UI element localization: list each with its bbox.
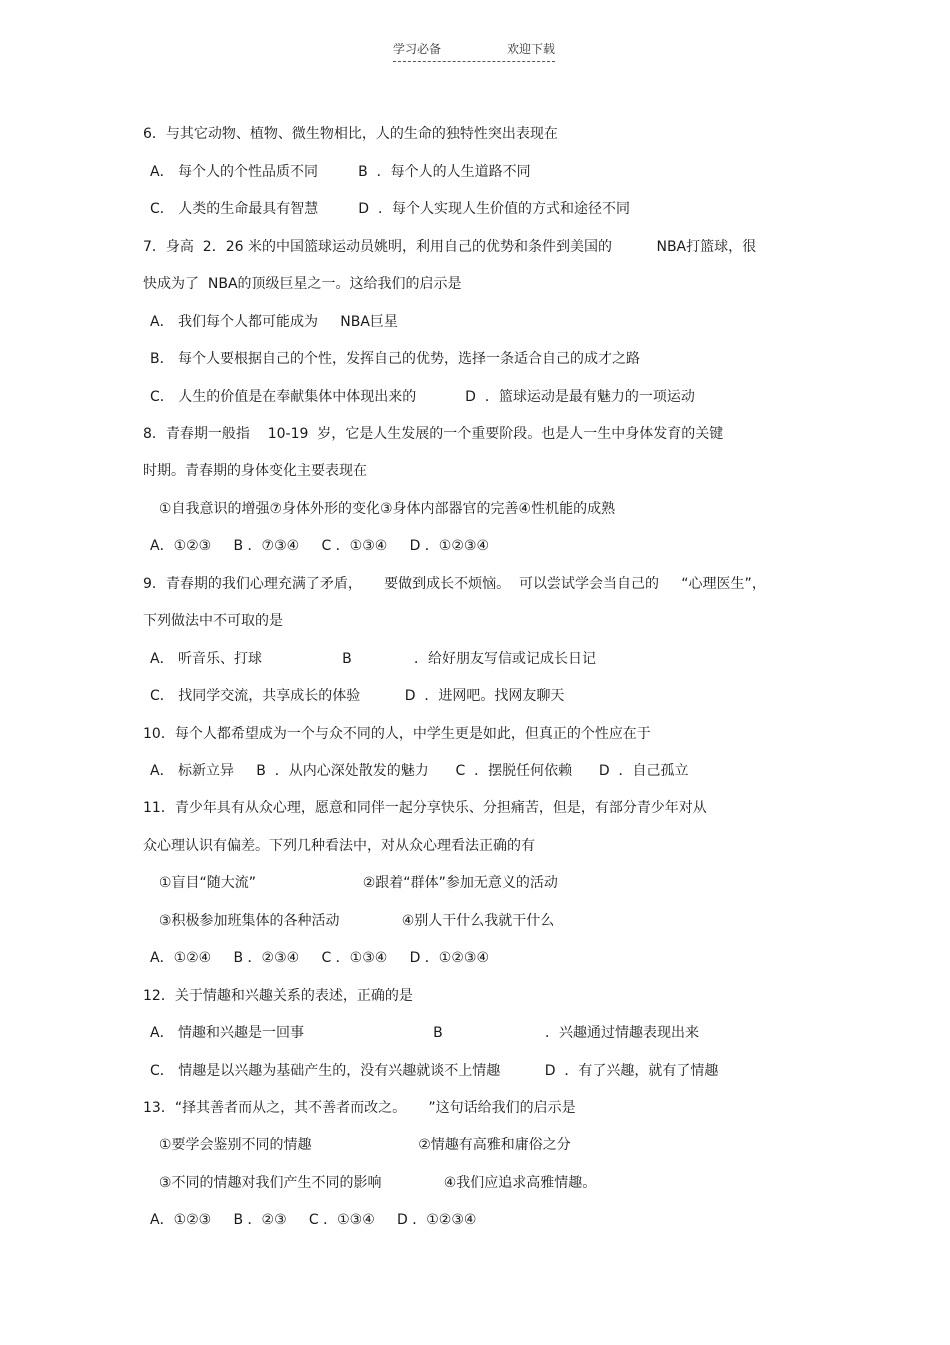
header-left-text: 学习必备 [393,42,442,56]
question-8-stem-line1: 8．青春期一般指 10-19 岁，它是人生发展的一个重要阶段。也是人一生中身体发育的关键 [143,426,724,442]
question-12-stem: 12．关于情趣和兴趣关系的表述，正确的是 [143,988,413,1004]
question-6-stem: 6．与其它动物、植物、微生物相比，人的生命的独特性突出表现在 [143,126,558,142]
question-13-items-12: ①要学会鉴别不同的情趣 ②情趣有高雅和庸俗之分 [150,1137,571,1153]
question-7-options-cd: C． 人生的价值是在奉献集体中体现出来的 D ．篮球运动是最有魅力的一项运动 [150,389,695,405]
question-9-stem-line2: 下列做法中不可取的是 [143,613,283,629]
question-7-stem-line2: 快成为了 NBA的顶级巨星之一。这给我们的启示是 [143,276,462,292]
question-11-stem-line1: 11．青少年具有从众心理，愿意和同伴一起分享快乐、分担痛苦，但是，有部分青少年对从 [143,800,707,816]
question-9-options-cd: C． 找同学交流，共享成长的体验 D ．进网吧。找网友聊天 [150,688,565,704]
question-6-options-cd: C． 人类的生命最具有智慧 D ．每个人实现人生价值的方式和途径不同 [150,201,630,217]
question-10-stem: 10．每个人都希望成为一个与众不同的人，中学生更是如此，但真正的个性应在于 [143,726,651,742]
question-11-stem-line2: 众心理认识有偏差。下列几种看法中，对从众心理看法正确的有 [143,838,535,854]
question-11-items-12: ①盲目“随大流” ②跟着“群体”参加无意义的活动 [150,875,558,891]
question-13-stem: 13．“择其善者而从之，其不善者而改之。 ”这句话给我们的启示是 [143,1100,576,1116]
header-right-text: 欢迎下载 [506,42,555,56]
question-9-stem-line1: 9．青春期的我们心理充满了矛盾， 要做到成长不烦恼。 可以尝试学会当自己的 “心理医生”， [143,576,766,592]
question-11-items-34: ③积极参加班集体的各种活动 ④别人干什么我就干什么 [150,913,555,929]
question-13-items-34: ③不同的情趣对我们产生不同的影响 ④我们应追求高雅情趣。 [150,1175,597,1191]
question-9-options-ab: A． 听音乐、打球 B ．给好朋友写信或记成长日记 [150,651,597,667]
question-7-option-b: B． 每个人要根据自己的个性，发挥自己的优势，选择一条适合自己的成才之路 [150,351,641,367]
question-8-items: ①自我意识的增强⑦身体外形的变化③身体内部器官的完善④性机能的成熟 [150,501,616,517]
page-header [393,40,555,62]
question-7-stem-line1: 7．身高 2．26 米的中国篮球运动员姚明，利用自己的优势和条件到美国的 NBA打篮球，很 [143,239,757,255]
question-12-options-cd: C． 情趣是以兴趣为基础产生的，没有兴趣就谈不上情趣 D ．有了兴趣，就有了情趣 [150,1063,719,1079]
question-6-options-ab: A． 每个人的个性品质不同 B ．每个人的人生道路不同 [150,164,531,180]
question-11-options: A．①②④ B ．②③④ C ．①③④ D ．①②③④ [150,950,490,966]
question-10-options: A． 标新立异 B ．从内心深处散发的魅力 C ．摆脱任何依赖 D ．自己孤立 [150,763,689,779]
question-8-options: A．①②③ B ．⑦③④ C ．①③④ D ．①②③④ [150,538,490,554]
question-8-stem-line2: 时期。青春期的身体变化主要表现在 [143,463,367,479]
question-12-options-ab: A． 情趣和兴趣是一回事 B ．兴趣通过情趣表现出来 [150,1025,700,1041]
question-13-options: A．①②③ B ．②③ C ．①③④ D ．①②③④ [150,1212,477,1228]
question-7-option-a: A． 我们每个人都可能成为 NBA巨星 [150,314,398,330]
